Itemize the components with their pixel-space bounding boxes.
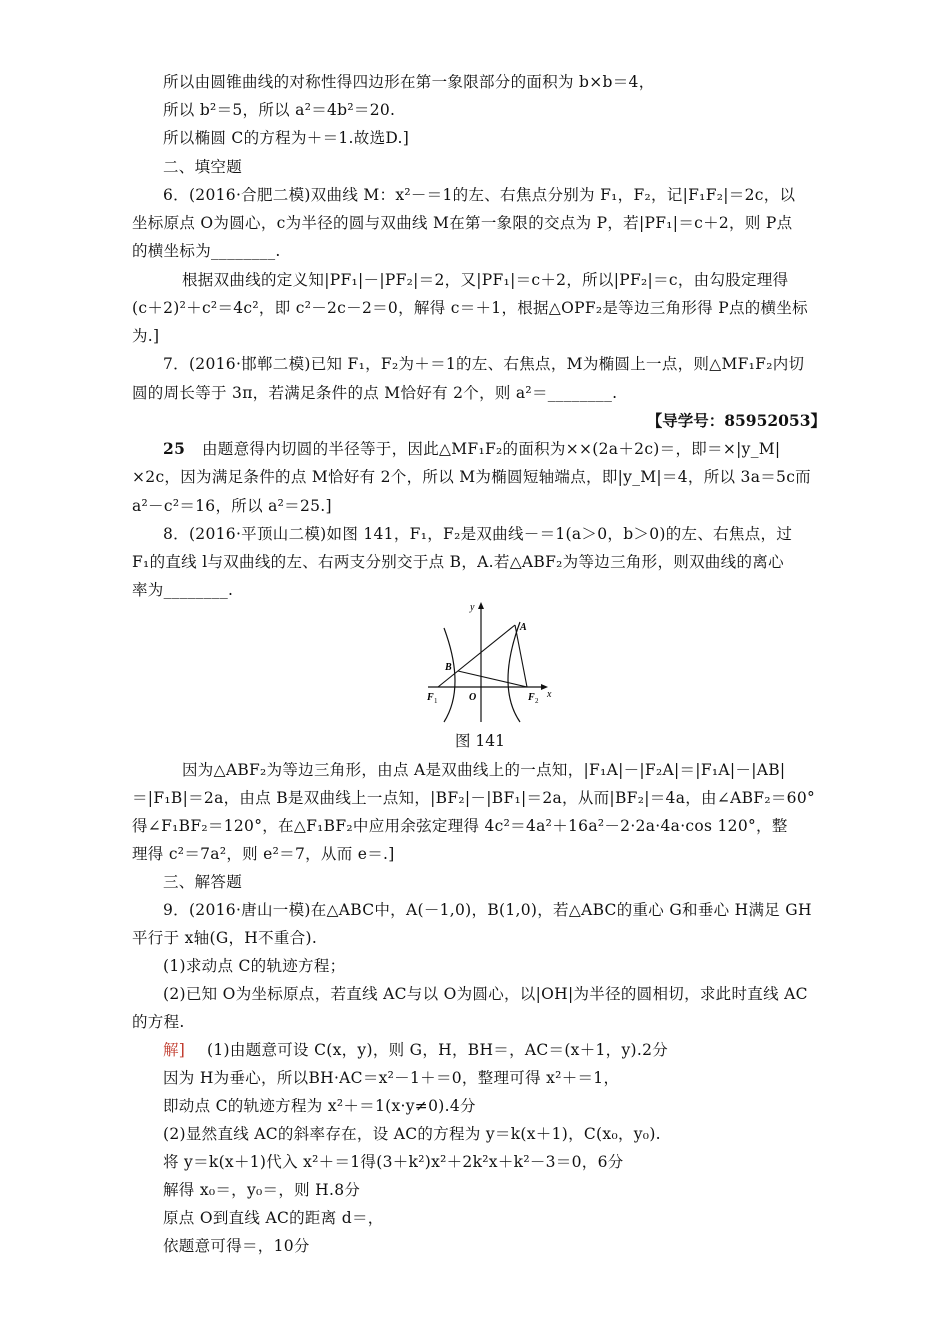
question-text: 的横坐标为________. [132,242,281,260]
solution-text: 将 y＝k(x＋1)代入 x²＋＝1得(3＋k²)x²＋2k²x＋k²－3＝0，6分 [163,1153,624,1171]
question-text: 9．(2016·唐山一模)在△ABC中，A(－1,0)，B(1,0)，若△ABC的重心 G和垂心 H满足 GH [163,901,812,919]
line-l [438,625,515,687]
answer-text: 理得 c²＝7a²，则 e²＝7，从而 e＝.] [132,845,395,863]
side-BF2 [458,671,527,687]
label-x: x [547,689,552,700]
hyperbola-figure [424,600,564,725]
answer-text: 由题意得内切圆的半径等于，因此△MF₁F₂的面积为××(2a＋2c)＝，即＝×|y_M| [202,440,781,458]
question-text: 率为________. [132,581,234,599]
question-text: 平行于 x轴(G，H不重合). [132,929,318,947]
section-heading: 三、解答题 [163,873,243,891]
guide-number: 【导学号：85952053】 [646,411,826,430]
solution-text: (2)显然直线 AC的斜率存在，设 AC的方程为 y＝k(x＋1)，C(x₀，y₀). [163,1125,661,1143]
solution-text: 因为 H为垂心，所以BH·AC＝x²－1＋＝0，整理可得 x²＋＝1， [163,1069,620,1087]
question-text: 坐标原点 O为圆心，c为半径的圆与双曲线 M在第一象限的交点为 P，若|PF₁|＝c＋2，则 P点 [132,214,793,232]
solution-text: 依题意可得＝，10分 [163,1237,310,1255]
question-text: 6．(2016·合肥二模)双曲线 M：x²－＝1的左、右焦点分别为 F₁，F₂，记|F₁F₂|＝2c，以 [163,186,796,204]
label-y: y [470,602,475,613]
answer-text: 因为△ABF₂为等边三角形，由点 A是双曲线上的一点知，|F₁A|－|F₂A|＝|F₁A|－|AB| [182,761,786,779]
text-line: 所以 b²＝5，所以 a²＝4b²＝20. [163,101,396,119]
question-text: 8．(2016·平顶山二模)如图 141，F₁，F₂是双曲线－＝1(a＞0，b＞0)的左、右焦点，过 [163,525,793,543]
solution-text: (1)由题意可设 C(x，y)，则 G，H，BH＝，AC＝(x＋1，y).2分 [207,1041,669,1059]
hyperbola-right-branch [508,622,520,722]
label-A: A [520,622,527,633]
text-line: 所以椭圆 C的方程为＋＝1.故选D.] [163,129,410,147]
answer-text: 为.] [132,327,160,345]
question-text: F₁的直线 l与双曲线的左、右两支分别交于点 B，A.若△ABF₂为等边三角形，则双曲线的离心 [132,553,784,571]
solution-text: 解得 x₀＝，y₀＝，则 H.8分 [163,1181,361,1199]
section-heading: 二、填空题 [163,158,243,176]
solution-text: 原点 O到直线 AC的距离 d＝， [163,1209,384,1227]
label-F2-sub: 2 [535,697,539,705]
answer-text: 得∠F₁BF₂＝120°，在△F₁BF₂中应用余弦定理得 4c²＝4a²＋16a²－2·2a·4a·cos 120°，整 [132,817,788,835]
question-text: (2)已知 O为坐标原点，若直线 AC与以 O为圆心，以|OH|为半径的圆相切，求此时直线 AC [163,985,808,1003]
label-F2: F [528,692,535,703]
answer-text: ×2c，因为满足条件的点 M恰好有 2个，所以 M为椭圆短轴端点，即|y_M|＝4，所以 3a＝5c而 [132,468,811,486]
label-F1: F [427,692,434,703]
question-text: 的方程. [132,1013,185,1031]
question-text: (1)求动点 C的轨迹方程； [163,957,346,975]
answer-text: ＝|F₁B|＝2a，由点 B是双曲线上一点知，|BF₂|－|BF₁|＝2a，从而|BF₂|＝4a，由∠ABF₂＝60° [132,789,816,807]
label-B: B [445,662,452,673]
text-line: 所以由圆锥曲线的对称性得四边形在第一象限部分的面积为 b×b＝4， [163,73,655,91]
label-F1-sub: 1 [434,697,438,705]
side-AF2 [515,625,527,687]
answer-text: 根据双曲线的定义知|PF₁|－|PF₂|＝2，又|PF₁|＝c＋2，所以|PF₂|＝c，由勾股定理得 [182,271,789,289]
answer-text: a²－c²＝16，所以 a²＝25.] [132,497,332,515]
figure-caption: 图 141 [455,732,506,750]
answer-value: 25 [163,439,186,458]
answer-text: (c＋2)²＋c²＝4c²，即 c²－2c－2＝0，解得 c＝＋1，根据△OPF₂是等边三角形得 P点的横坐标 [132,299,808,317]
question-text: 圆的周长等于 3π，若满足条件的点 M恰好有 2个，则 a²＝________. [132,384,618,402]
question-text: 7．(2016·邯郸二模)已知 F₁，F₂为＋＝1的左、右焦点，M为椭圆上一点，则△MF₁F₂内切 [163,355,805,373]
solution-mark: 解] [163,1041,186,1059]
y-axis-arrow [478,602,484,609]
label-O: O [469,692,477,703]
solution-text: 即动点 C的轨迹方程为 x²＋＝1(x·y≠0).4分 [163,1097,476,1115]
